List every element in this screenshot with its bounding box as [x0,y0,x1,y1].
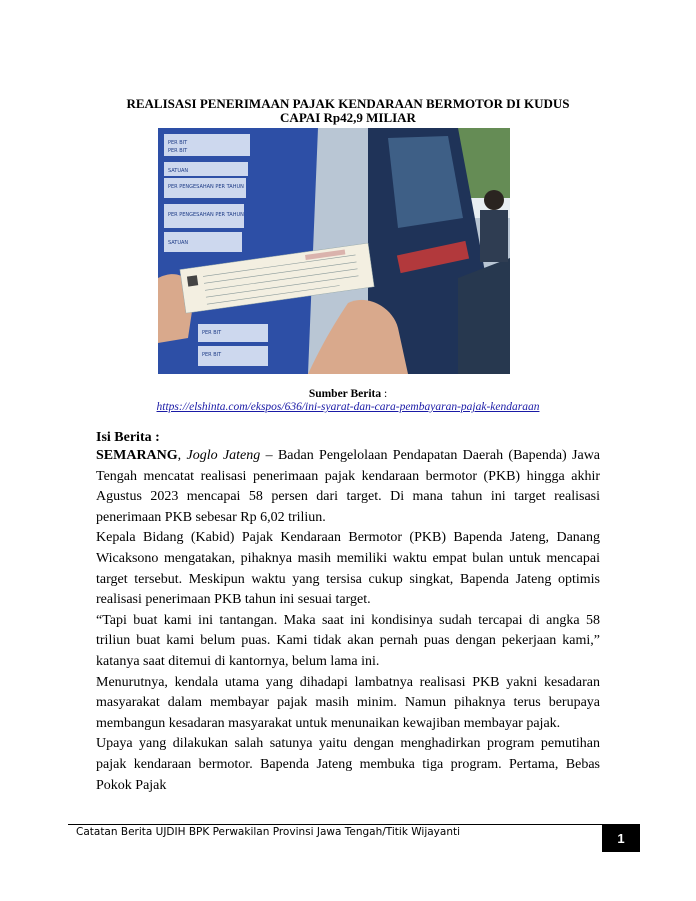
footer-divider [68,824,640,825]
caption-source-line [96,388,600,401]
board-row-7: PER BIT [202,330,222,336]
photo-caption [96,388,600,414]
paragraph-5: Upaya yang dilakukan salah satunya yaitu dengan menghadirkan program pemutihan pajak kendaraan bermotor. Bapenda Jateng membuka tiga program. Pertama, Bebas Pokok Pajak [96,736,600,793]
board-row-5: PER PENGESAHAN PER TAHUN [168,212,244,218]
photo-illustration [158,128,510,374]
source-link[interactable]: https://elshinta.com/ekspos/636/ini-syarat-dan-cara-pembayaran-pajak-kendaraan [156,401,540,413]
paragraph-2: Kepala Bidang (Kabid) Pajak Kendaraan Bermotor (PKB) Bapenda Jateng, Danang Wicaksono mengatakan, pihaknya masih memiliki waktu empat bulan untuk mencapai target tersebut. Meskipun waktu yang tersisa cukup singkat, Bapenda Jateng optimis realisasi penerimaan PKB tahun ini sesuai target. [96,530,600,608]
caption-separator: : [381,388,388,400]
article-title [96,97,600,125]
footer-text: Catatan Berita UJDIH BPK Perwakilan Provinsi Jawa Tengah/Titik Wijayanti [76,826,461,838]
paragraph-3: “Tapi buat kami ini tantangan. Maka saat ini kondisinya sudah tercapai di angka 58 triliun buat kami belum puas. Kami tidak akan pernah puas dengan pekerjaan kami,” katanya saat ditemui di kantornya, belum lama ini. [96,612,600,669]
paragraph-4: Menurutnya, kendala utama yang dihadapi lambatnya realisasi PKB yakni kesadaran masyarakat dalam membayar pajak masih minim. Namun pihaknya terus berupaya membangun kesadaran masyarakat untuk menunaikan kewajiban membayar pajak. [96,674,600,731]
board-row-8: PER BIT [202,352,222,358]
dateline-source: Joglo Jateng [186,448,261,463]
page-number: 1 [602,824,640,852]
caption-label: Sumber Berita [308,388,382,400]
news-photo [158,128,510,374]
board-row-3: SATUAN [168,168,189,174]
board-row-1: PER BIT [168,140,188,146]
paragraph-1: SEMARANG, Joglo Jateng – Badan Pengelolaan Pendapatan Daerah (Bapenda) Jawa Tengah mencatat realisasi penerimaan pajak kendaraan bermotor (PKB) hingga akhir Agustus 2023 mencapai 58 persen dari target. Di mana tahun ini target realisasi penerimaan PKB sebesar Rp 6,02 triliun. [96,448,601,525]
article-body [96,446,600,796]
section-title: Isi Berita : [96,430,160,445]
paragraph-1-text: – Badan Pengelolaan Pendapatan Daerah (Bapenda) Jawa Tengah mencatat realisasi penerimaan pajak kendaraan bermotor (PKB) hingga akhir Agustus 2023 mencapai 58 persen dari target. Di mana tahun ini target realisasi penerimaan PKB sebesar Rp 6,02 triliun. [96,448,601,525]
title-line-1: REALISASI PENERIMAAN PAJAK KENDARAAN BERMOTOR DI KUDUS [126,96,570,111]
board-row-2: PER BIT [168,148,188,154]
board-row-6: SATUAN [168,240,189,246]
title-line-2: CAPAI Rp42,9 MILIAR [280,110,416,125]
dateline-place: SEMARANG [96,448,178,463]
board-row-4: PER PENGESAHAN PER TAHUN [168,184,244,190]
